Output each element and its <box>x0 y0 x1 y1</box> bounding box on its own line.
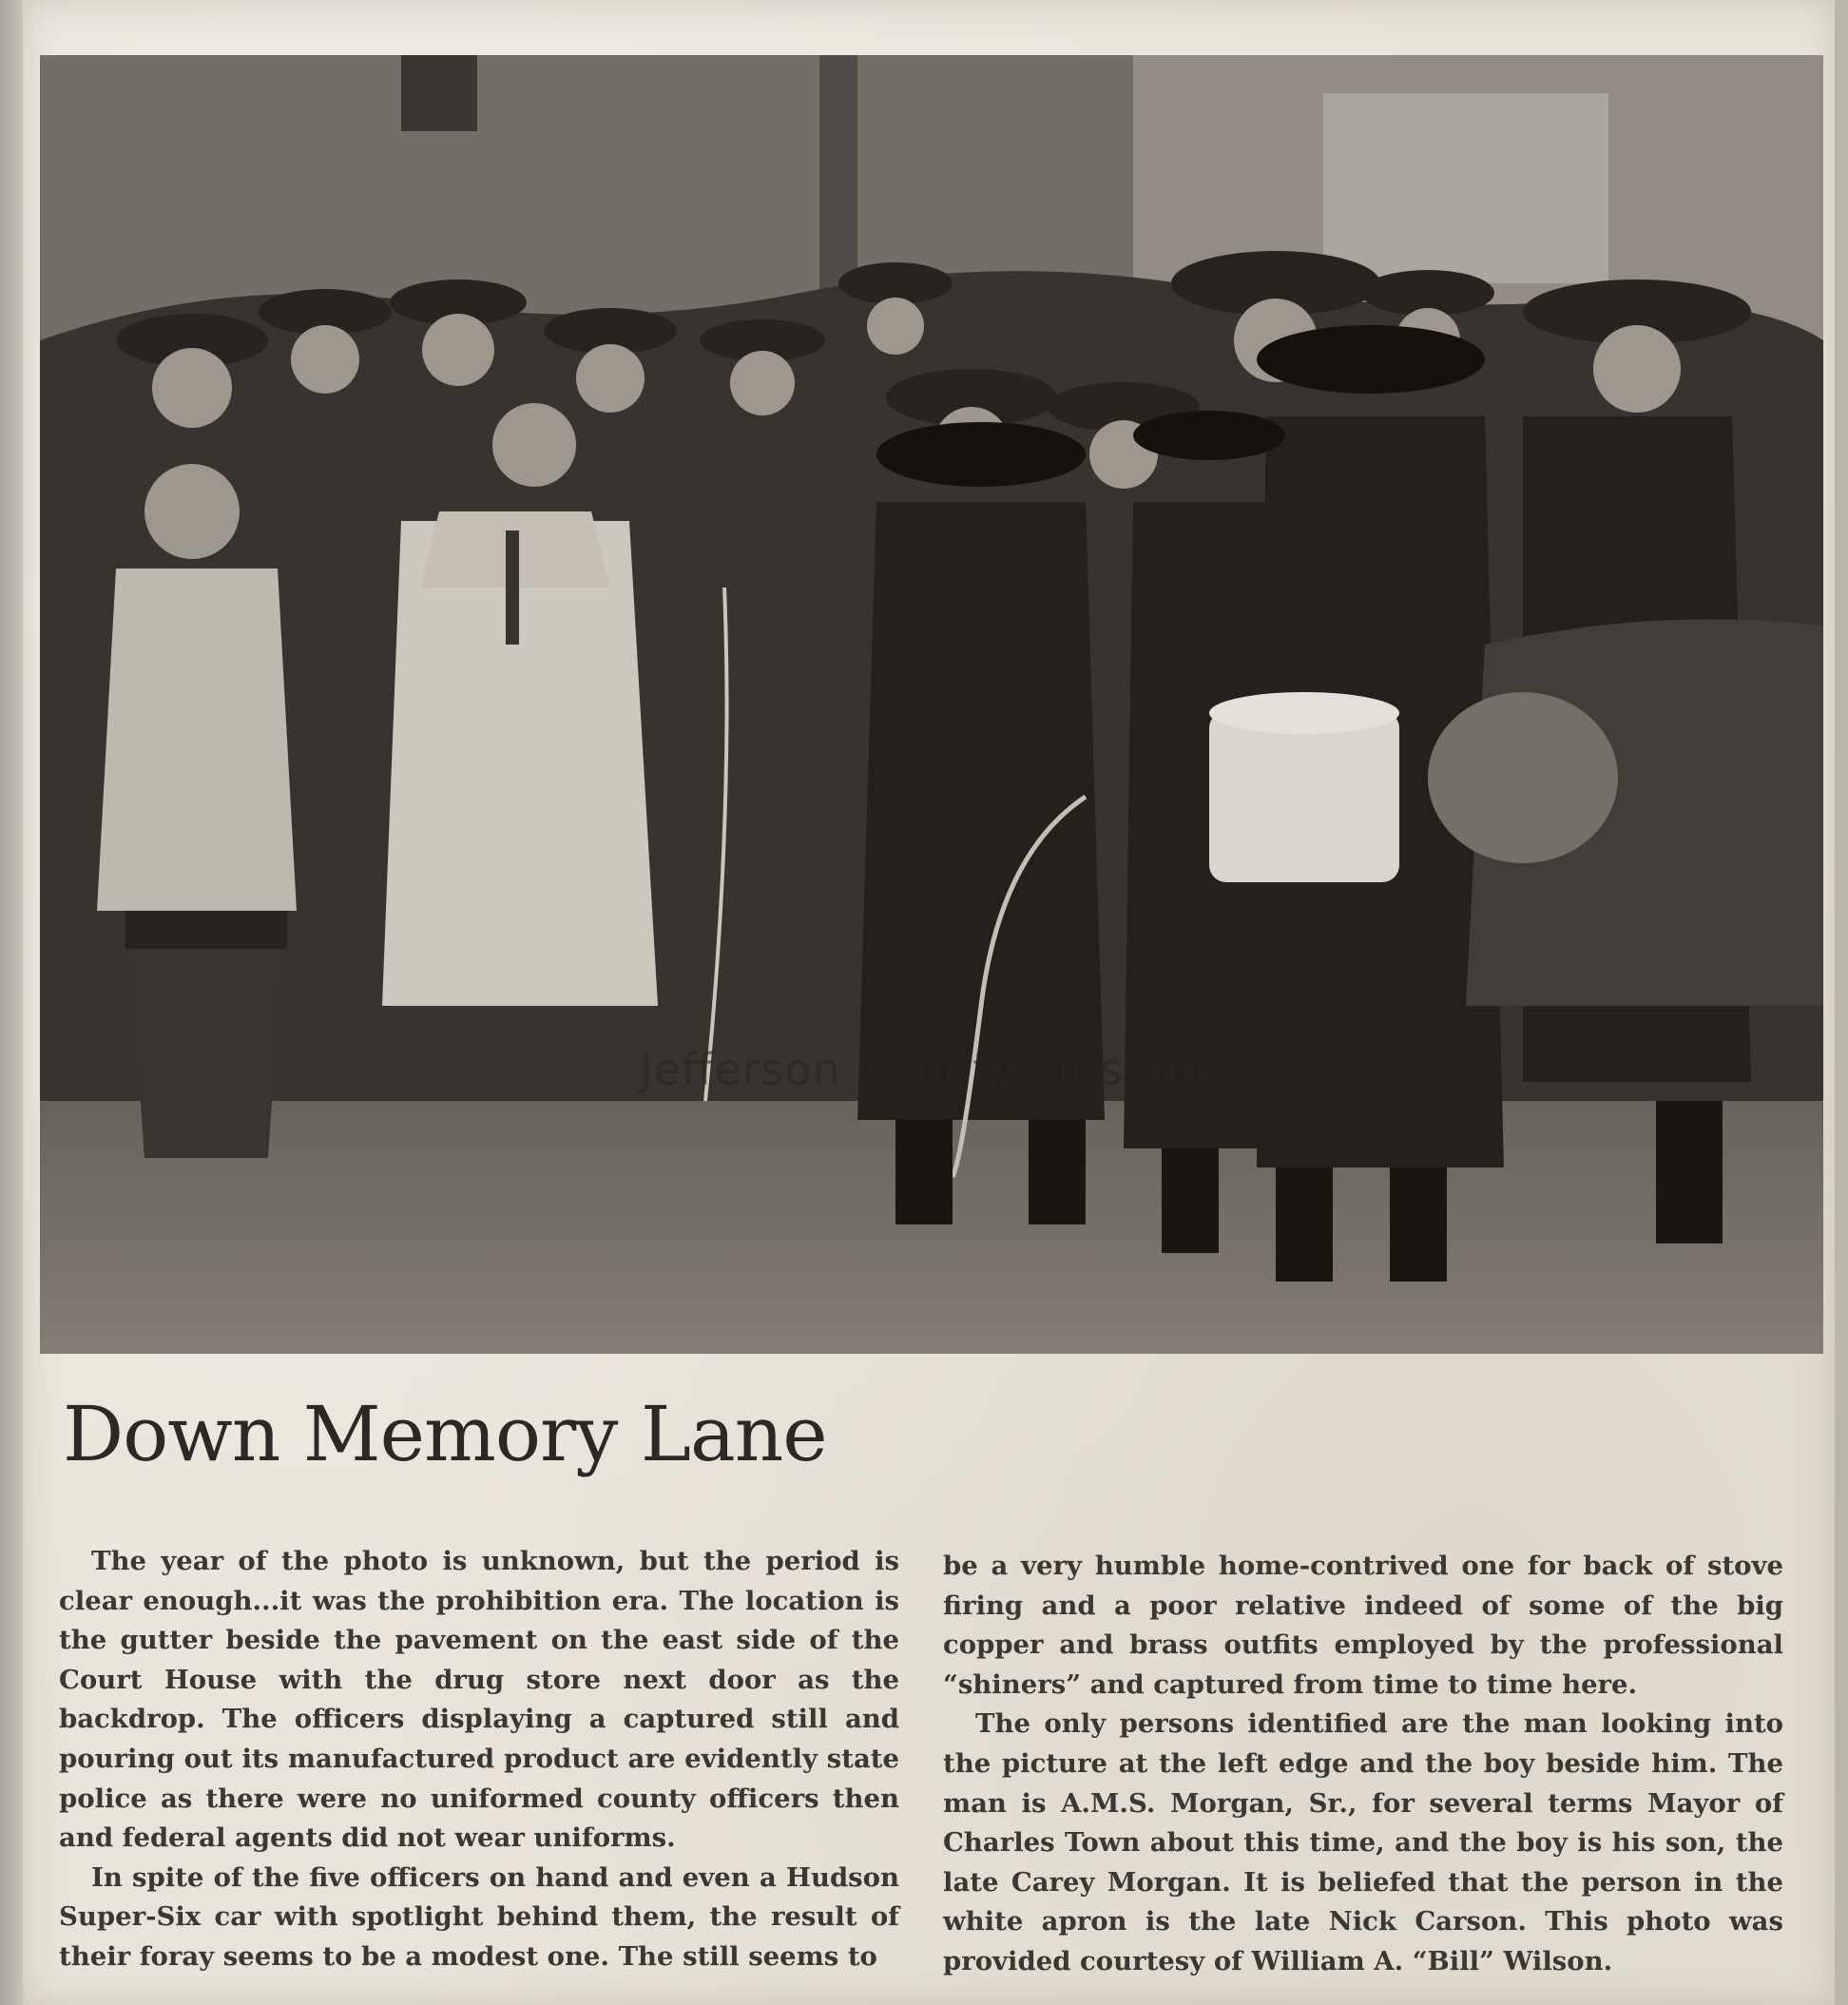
paragraph: The year of the photo is unknown, but the period is clear enough...it was the prohibition era. The location is the gutter beside the pavement on the east side of the Court House with the drug store next door as the backdrop. The officers displaying a captured still and pouring out its manufactured product are evidently state police as there were no uniformed county officers then and federal agents did not wear uniforms. <box>59 1546 899 1854</box>
article-column-left <box>59 1542 899 1977</box>
headline: Down Memory Lane <box>63 1390 827 1478</box>
background-edge <box>0 0 23 2005</box>
paragraph: The only persons identified are the man looking into the picture at the left edge and the boy beside him. The man is A.M.S. Morgan, Sr., for several terms Mayor of Charles Town about this time, and the boy is his son, the late Carey Morgan. It is beliefed that the person in the white apron is the late Nick Carson. This photo was provided courtesy of William A. “Bill” Wilson. <box>943 1708 1783 1976</box>
watermark: Jefferson County Museum <box>640 1044 1223 1095</box>
paragraph: be a very humble home-contrived one for back of stove firing and a poor relative indeed of some of the big copper and brass outfits employed by the professional “shiners” and captured from time to time here. <box>943 1551 1783 1700</box>
historic-photo <box>40 55 1823 1354</box>
photo-illustration <box>40 55 1823 1354</box>
article-column-right <box>943 1547 1783 1982</box>
paragraph: In spite of the five officers on hand and even a Hudson Super-Six car with spotlight behind them, the result of their foray seems to be a modest one. The still seems to <box>59 1861 899 1972</box>
